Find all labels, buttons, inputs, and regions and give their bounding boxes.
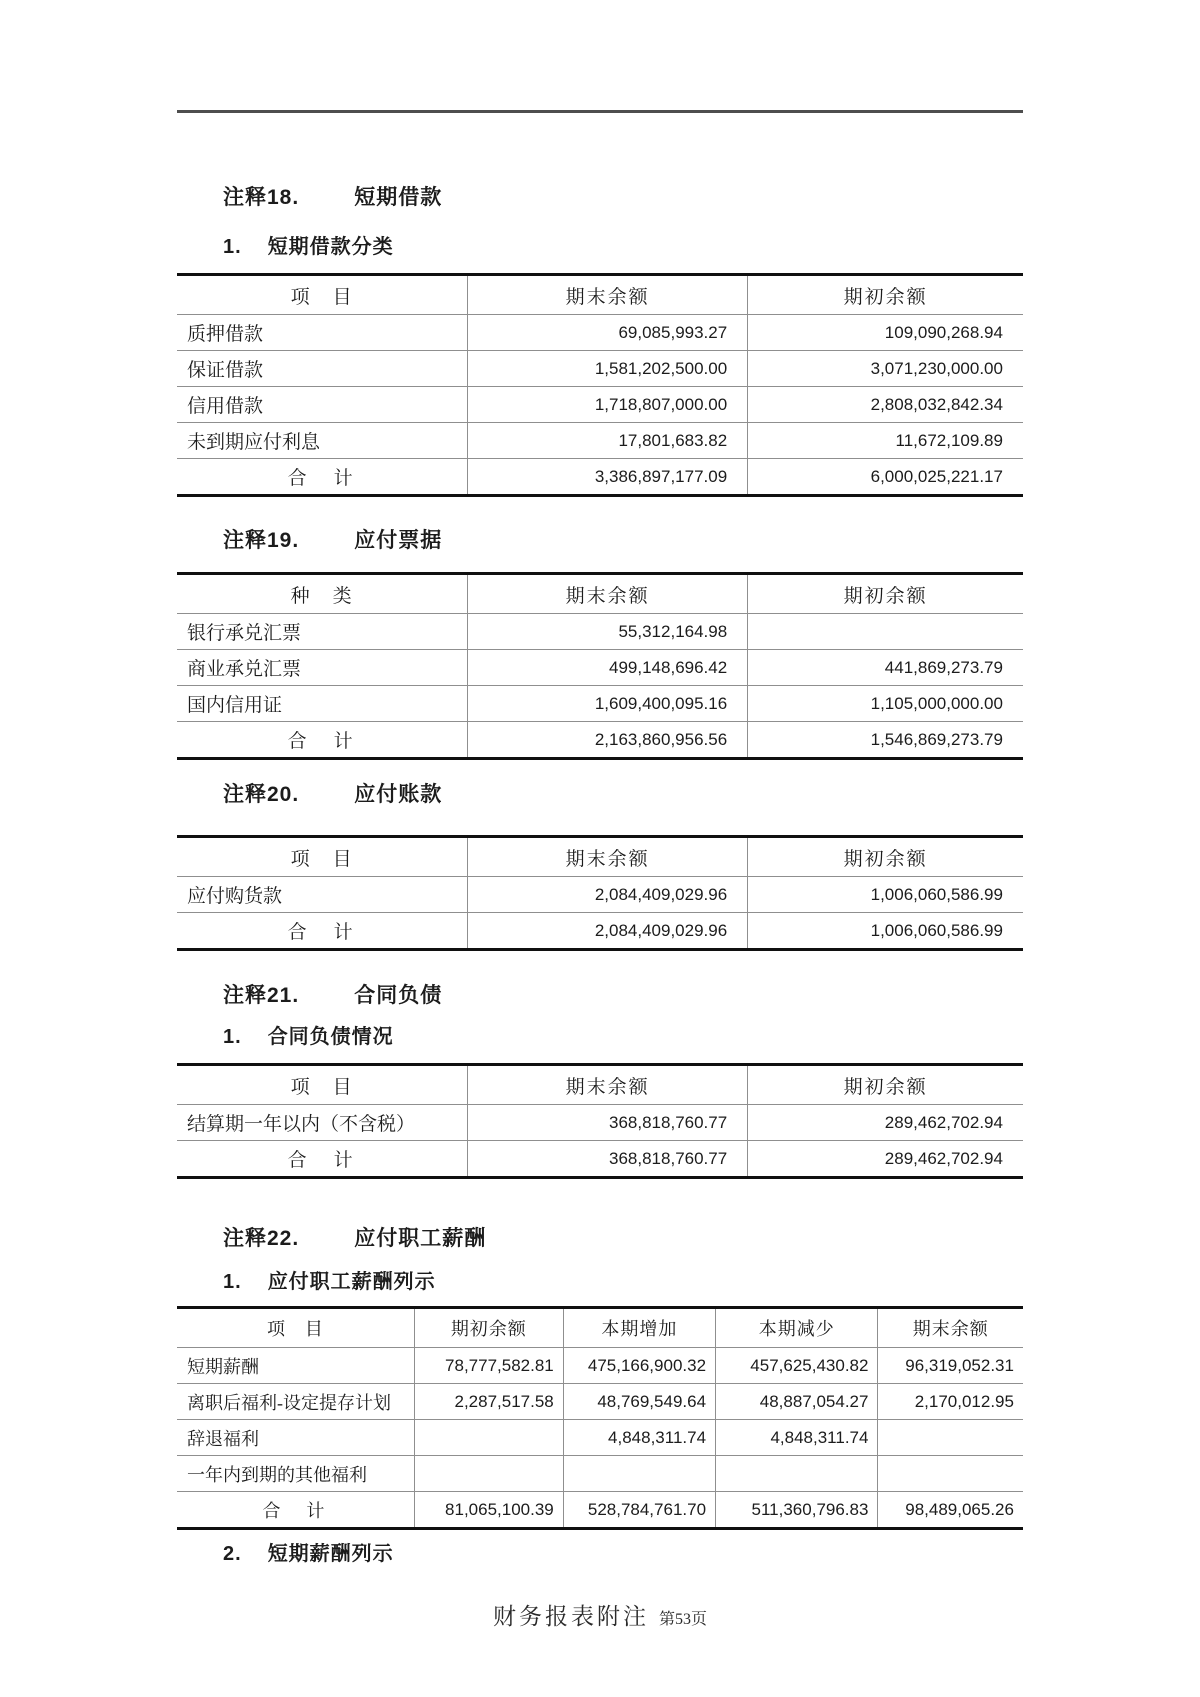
cell-value: 511,360,796.83 bbox=[715, 1492, 877, 1527]
cell-value: 1,006,060,586.99 bbox=[747, 913, 1023, 948]
table-row bbox=[177, 422, 1023, 458]
note-number: 注释22. bbox=[223, 1227, 300, 1250]
table-header-row bbox=[177, 575, 1023, 613]
row-label: 合 计 bbox=[262, 1500, 329, 1521]
cell-value: 2,163,860,956.56 bbox=[467, 722, 747, 757]
table-row bbox=[177, 1104, 1023, 1140]
cell-value bbox=[715, 1456, 877, 1491]
note18-subheading bbox=[177, 233, 1023, 261]
row-label: 银行承兑汇票 bbox=[187, 623, 302, 644]
column-header: 期末余额 bbox=[467, 838, 747, 876]
column-header: 项 目 bbox=[290, 848, 354, 870]
cell-value: 1,581,202,500.00 bbox=[467, 351, 747, 386]
subheading-title: 合同负债情况 bbox=[267, 1026, 394, 1048]
note-number: 注释21. bbox=[223, 984, 300, 1007]
cell-value: 81,065,100.39 bbox=[414, 1492, 563, 1527]
row-label: 合 计 bbox=[287, 1150, 357, 1171]
cell-value: 528,784,761.70 bbox=[563, 1492, 715, 1527]
cell-value bbox=[877, 1456, 1023, 1491]
column-header: 项 目 bbox=[266, 1319, 324, 1339]
note22-subheading-2 bbox=[177, 1540, 1023, 1568]
note19-heading bbox=[177, 526, 1023, 556]
table-row bbox=[177, 1419, 1023, 1455]
cell-value: 2,084,409,029.96 bbox=[467, 913, 747, 948]
row-label: 辞退福利 bbox=[187, 1428, 259, 1449]
cell-value: 2,084,409,029.96 bbox=[467, 877, 747, 912]
cell-value: 3,386,897,177.09 bbox=[467, 459, 747, 494]
accounts-payable-table bbox=[177, 835, 1023, 951]
subheading-title: 应付职工薪酬列示 bbox=[267, 1271, 436, 1293]
total-row bbox=[177, 912, 1023, 948]
column-header: 项 目 bbox=[290, 286, 354, 308]
table-row bbox=[177, 1347, 1023, 1383]
cell-value: 55,312,164.98 bbox=[467, 614, 747, 649]
cell-value: 4,848,311.74 bbox=[715, 1420, 877, 1455]
row-label: 结算期一年以内（不含税） bbox=[187, 1114, 416, 1135]
column-header: 期初余额 bbox=[414, 1309, 563, 1347]
subheading-number: 1. bbox=[223, 1026, 242, 1048]
cell-value: 289,462,702.94 bbox=[747, 1141, 1023, 1176]
column-header: 期末余额 bbox=[467, 1066, 747, 1104]
short-term-borrowings-table bbox=[177, 273, 1023, 497]
cell-value: 78,777,582.81 bbox=[414, 1348, 563, 1383]
subheading-title: 短期薪酬列示 bbox=[267, 1543, 394, 1565]
note-number: 注释18. bbox=[223, 186, 300, 209]
total-row bbox=[177, 721, 1023, 757]
cell-value: 48,887,054.27 bbox=[715, 1384, 877, 1419]
note-title: 应付职工薪酬 bbox=[354, 1227, 487, 1250]
cell-value: 368,818,760.77 bbox=[467, 1141, 747, 1176]
page-content bbox=[177, 183, 1023, 1631]
subheading-number: 1. bbox=[223, 236, 242, 258]
cell-value: 441,869,273.79 bbox=[747, 650, 1023, 685]
cell-value bbox=[877, 1420, 1023, 1455]
table-header-row bbox=[177, 838, 1023, 876]
page-number: 第53页 bbox=[658, 1611, 707, 1628]
note21-heading bbox=[177, 981, 1023, 1011]
cell-value bbox=[563, 1456, 715, 1491]
table-row bbox=[177, 613, 1023, 649]
table-header-row bbox=[177, 1309, 1023, 1347]
row-label: 信用借款 bbox=[187, 396, 264, 417]
row-label: 应付购货款 bbox=[187, 886, 283, 907]
cell-value: 1,105,000,000.00 bbox=[747, 686, 1023, 721]
table-row bbox=[177, 649, 1023, 685]
cell-value: 1,006,060,586.99 bbox=[747, 877, 1023, 912]
cell-value: 69,085,993.27 bbox=[467, 315, 747, 350]
note-number: 注释20. bbox=[223, 783, 300, 806]
table-row bbox=[177, 1383, 1023, 1419]
employee-compensation-table bbox=[177, 1306, 1023, 1530]
row-label: 短期薪酬 bbox=[187, 1356, 259, 1377]
row-label: 未到期应付利息 bbox=[187, 432, 321, 453]
table-row bbox=[177, 685, 1023, 721]
table-header-row bbox=[177, 1066, 1023, 1104]
page-footer bbox=[177, 1598, 1023, 1631]
column-header: 种 类 bbox=[290, 585, 354, 607]
row-label: 保证借款 bbox=[187, 360, 264, 381]
note-title: 短期借款 bbox=[354, 186, 443, 209]
table-row bbox=[177, 1455, 1023, 1491]
note18-heading bbox=[177, 183, 1023, 213]
cell-value: 1,718,807,000.00 bbox=[467, 387, 747, 422]
cell-value: 96,319,052.31 bbox=[877, 1348, 1023, 1383]
total-row bbox=[177, 458, 1023, 494]
subheading-number: 2. bbox=[223, 1543, 242, 1565]
row-label: 商业承兑汇票 bbox=[187, 659, 302, 680]
cell-value: 6,000,025,221.17 bbox=[747, 459, 1023, 494]
row-label: 国内信用证 bbox=[187, 695, 283, 716]
cell-value: 499,148,696.42 bbox=[467, 650, 747, 685]
table-header-row bbox=[177, 276, 1023, 314]
cell-value: 1,609,400,095.16 bbox=[467, 686, 747, 721]
column-header: 期末余额 bbox=[877, 1309, 1023, 1347]
note21-subheading bbox=[177, 1023, 1023, 1051]
note-title: 合同负债 bbox=[354, 984, 443, 1007]
table-row bbox=[177, 350, 1023, 386]
cell-value: 4,848,311.74 bbox=[563, 1420, 715, 1455]
note-title: 应付账款 bbox=[354, 783, 443, 806]
cell-value: 109,090,268.94 bbox=[747, 315, 1023, 350]
cell-value bbox=[414, 1420, 563, 1455]
column-header: 本期减少 bbox=[715, 1309, 877, 1347]
row-label: 合 计 bbox=[287, 468, 357, 489]
note22-heading bbox=[177, 1224, 1023, 1254]
cell-value: 2,170,012.95 bbox=[877, 1384, 1023, 1419]
note20-heading bbox=[177, 780, 1023, 810]
cell-value: 2,808,032,842.34 bbox=[747, 387, 1023, 422]
note-number: 注释19. bbox=[223, 529, 300, 552]
column-header: 本期增加 bbox=[563, 1309, 715, 1347]
notes-payable-table bbox=[177, 572, 1023, 760]
cell-value: 48,769,549.64 bbox=[563, 1384, 715, 1419]
column-header: 期初余额 bbox=[747, 1066, 1023, 1104]
header-rule bbox=[177, 110, 1023, 113]
cell-value: 1,546,869,273.79 bbox=[747, 722, 1023, 757]
cell-value: 2,287,517.58 bbox=[414, 1384, 563, 1419]
cell-value bbox=[747, 614, 1023, 649]
column-header: 期末余额 bbox=[467, 575, 747, 613]
row-label: 合 计 bbox=[287, 731, 357, 752]
column-header: 期初余额 bbox=[747, 276, 1023, 314]
cell-value: 289,462,702.94 bbox=[747, 1105, 1023, 1140]
contract-liabilities-table bbox=[177, 1063, 1023, 1179]
cell-value: 11,672,109.89 bbox=[747, 423, 1023, 458]
total-row bbox=[177, 1491, 1023, 1527]
cell-value: 457,625,430.82 bbox=[715, 1348, 877, 1383]
column-header: 项 目 bbox=[290, 1076, 354, 1098]
note-title: 应付票据 bbox=[354, 529, 443, 552]
total-row bbox=[177, 1140, 1023, 1176]
subheading-title: 短期借款分类 bbox=[267, 236, 394, 258]
cell-value: 475,166,900.32 bbox=[563, 1348, 715, 1383]
table-row bbox=[177, 876, 1023, 912]
cell-value: 98,489,065.26 bbox=[877, 1492, 1023, 1527]
table-row bbox=[177, 386, 1023, 422]
row-label: 质押借款 bbox=[187, 324, 264, 345]
note22-subheading-1 bbox=[177, 1268, 1023, 1296]
column-header: 期初余额 bbox=[747, 575, 1023, 613]
cell-value bbox=[414, 1456, 563, 1491]
cell-value: 17,801,683.82 bbox=[467, 423, 747, 458]
row-label: 离职后福利-设定提存计划 bbox=[187, 1392, 391, 1413]
cell-value: 3,071,230,000.00 bbox=[747, 351, 1023, 386]
subheading-number: 1. bbox=[223, 1271, 242, 1293]
footer-title: 财务报表附注 bbox=[492, 1604, 649, 1629]
column-header: 期初余额 bbox=[747, 838, 1023, 876]
cell-value: 368,818,760.77 bbox=[467, 1105, 747, 1140]
table-row bbox=[177, 314, 1023, 350]
row-label: 合 计 bbox=[287, 922, 357, 943]
row-label: 一年内到期的其他福利 bbox=[187, 1464, 367, 1485]
column-header: 期末余额 bbox=[467, 276, 747, 314]
